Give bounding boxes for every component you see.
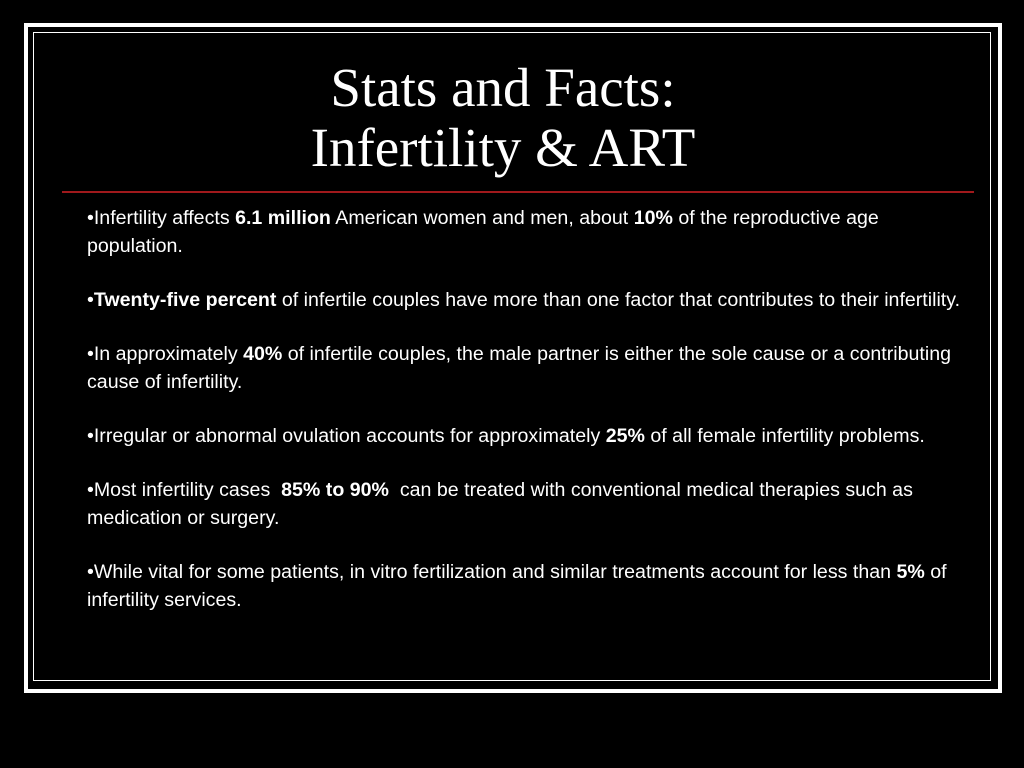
bullet-highlight: Twenty-five percent xyxy=(93,289,277,311)
bullet-text: can be treated with conventional medical therapies such as medication or surgery. xyxy=(87,479,919,529)
bullet-text: of the reproductive age population. xyxy=(87,207,879,257)
bullet-text: •Most infertility cases xyxy=(87,479,282,501)
bullet-text: •Irregular or abnormal ovulation accounts for approximately xyxy=(87,425,606,447)
bullet-list xyxy=(87,204,967,640)
bullet-text: of infertile couples have more than one factor that contributes to their infertility. xyxy=(276,289,961,311)
slide-title-line-2: Infertility & ART xyxy=(310,117,696,178)
bullet-text: of infertility services. xyxy=(87,561,947,611)
bullet-highlight: 6.1 million xyxy=(235,207,331,229)
bullet-item xyxy=(87,476,967,532)
bullet-text: of infertile couples, the male partner is either the sole cause or a contributing cause of infertility. xyxy=(87,343,952,393)
title-divider xyxy=(62,191,974,193)
bullet-highlight: 40% xyxy=(243,343,283,365)
bullet-item xyxy=(87,422,967,450)
bullet-item xyxy=(87,286,967,314)
bullet-text: American women and men, about xyxy=(330,207,634,229)
bullet-text: •While vital for some patients, in vitro fertilization and similar treatments account for less than xyxy=(87,561,897,583)
bullet-text: • xyxy=(87,289,94,311)
bullet-highlight: 10% xyxy=(633,207,673,229)
bullet-text: of all female infertility problems. xyxy=(644,425,925,447)
slide-title-line-1: Stats and Facts: xyxy=(330,57,676,118)
bullet-item xyxy=(87,340,967,396)
slide-title xyxy=(0,58,1006,178)
bullet-highlight: 5% xyxy=(896,561,925,583)
bullet-highlight: 85% to 90% xyxy=(281,479,389,501)
bullet-item xyxy=(87,558,967,614)
bullet-item xyxy=(87,204,967,260)
bullet-text: •In approximately xyxy=(87,343,244,365)
bullet-highlight: 25% xyxy=(605,425,645,447)
bullet-text: •Infertility affects xyxy=(87,207,236,229)
